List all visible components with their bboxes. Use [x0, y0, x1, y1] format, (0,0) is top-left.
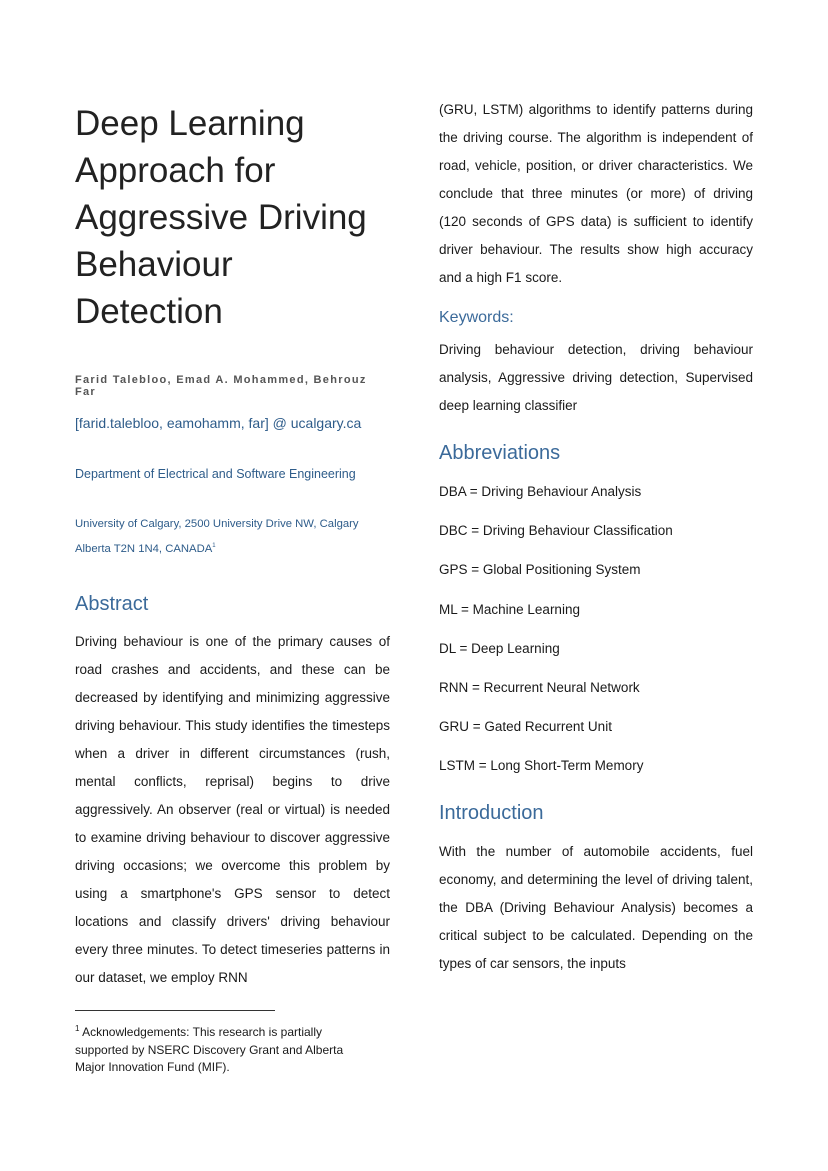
- list-item: GPS = Global Positioning System: [439, 562, 641, 578]
- list-item: DBC = Driving Behaviour Classification: [439, 523, 673, 539]
- introduction-heading: Introduction: [439, 802, 544, 824]
- keywords-text: Driving behaviour detection, driving behaviour analysis, Aggressive driving detection, Supervised deep learning classifier: [439, 342, 753, 413]
- footnote-mark: 1: [75, 1024, 80, 1033]
- list-item: GRU = Gated Recurrent Unit: [439, 719, 612, 735]
- list-item: LSTM = Long Short-Term Memory: [439, 758, 644, 774]
- footnote-reference: 1: [212, 543, 216, 549]
- affiliation-line-2: [75, 535, 390, 560]
- list-item: RNN = Recurrent Neural Network: [439, 679, 640, 695]
- keywords-body: [439, 336, 753, 420]
- left-column: [75, 100, 390, 560]
- author-list: Farid Talebloo, Emad A. Mohammed, Behrouz Far: [75, 374, 367, 398]
- right-column: [439, 96, 753, 292]
- affiliation-line-2-text: Alberta T2N 1N4, CANADA: [75, 542, 213, 555]
- abbreviations-list: [439, 478, 753, 792]
- abbreviations-heading: Abbreviations: [439, 442, 561, 464]
- list-item: DL = Deep Learning: [439, 640, 560, 656]
- introduction-body: [439, 838, 753, 978]
- affiliation-line-1: University of Calgary, 2500 University Drive NW, Calgary: [75, 518, 359, 530]
- department: Department of Electrical and Software Engineering: [75, 467, 356, 481]
- paper-title: Deep Learning Approach for Aggressive Driving Behaviour Detection: [75, 104, 367, 331]
- abstract-continued: (GRU, LSTM) algorithms to identify patterns during the driving course. The algorithm is independent of road, vehicle, position, or driver characteristics. We conclude that three minutes (or more) of driving (120 seconds of GPS data) is sufficient to identify driver behaviour. The results show high accuracy and a high F1 score.: [439, 102, 753, 285]
- abstract-body: [75, 628, 390, 992]
- introduction-text: With the number of automobile accidents, fuel economy, and determining the level of driving talent, the DBA (Driving Behaviour Analysis) becomes a critical subject to be calculated. Depending on the types of car sensors, the inputs: [439, 844, 753, 971]
- keywords-heading: Keywords:: [439, 309, 514, 326]
- footnote: [75, 1020, 375, 1077]
- footnote-divider: [75, 1010, 275, 1011]
- list-item: DBA = Driving Behaviour Analysis: [439, 484, 642, 499]
- author-email: [farid.talebloo, eamohamm, far] @ ucalgary.ca: [75, 415, 362, 431]
- affiliation: [75, 513, 390, 560]
- abstract-heading: Abstract: [75, 593, 149, 615]
- list-item: ML = Machine Learning: [439, 601, 580, 617]
- footnote-text: Acknowledgements: This research is partially supported by NSERC Discovery Grant and Alberta Major Innovation Fund (MIF).: [75, 1025, 344, 1074]
- abstract-text: Driving behaviour is one of the primary causes of road crashes and accidents, and these can be decreased by identifying and minimizing aggressive driving behaviour. This study identifies the timesteps when a driver in different circumstances (rush, mental conflicts, reprisal) begins to drive aggressively. An observer (real or virtual) is needed to examine driving behaviour to discover aggressive driving occasions; we overcome this problem by using a smartphone's GPS sensor to detect locations and classify drivers' driving behaviour every three minutes. To detect timeseries patterns in our dataset, we employ RNN: [75, 634, 390, 985]
